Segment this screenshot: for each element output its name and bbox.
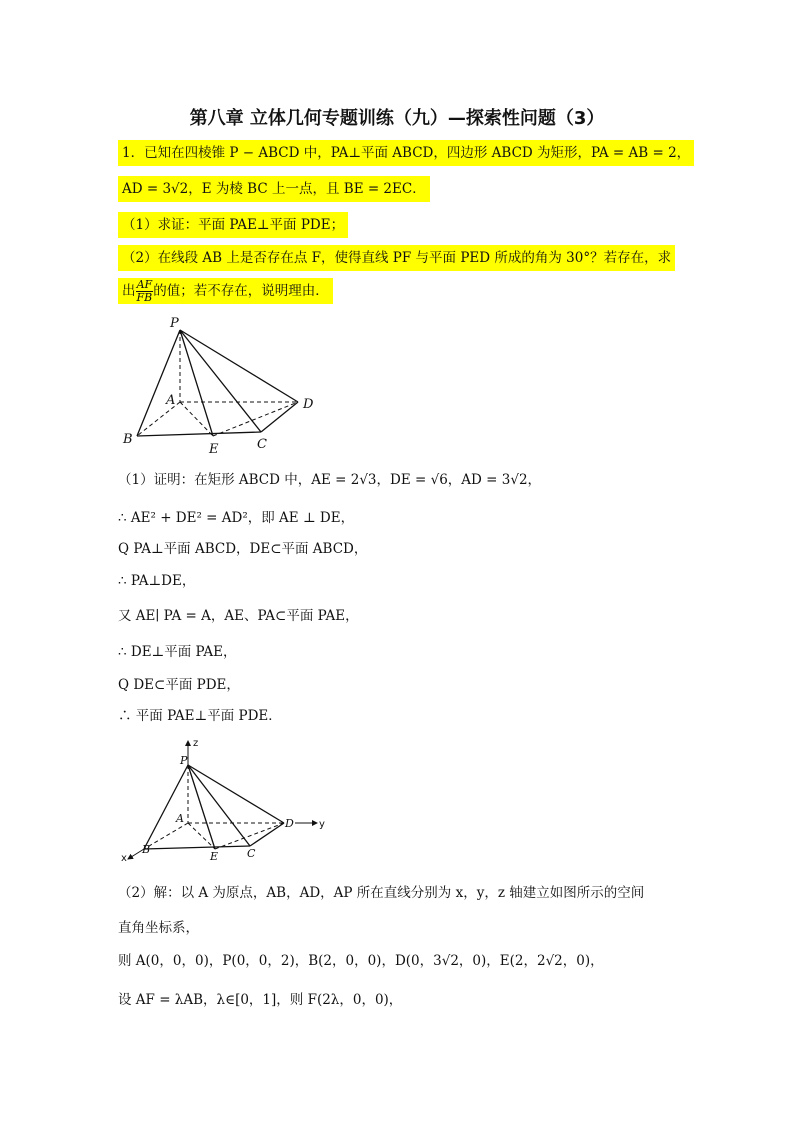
label-b: B — [123, 432, 133, 447]
fraction-af-fb: $\frac{AF}{FB}$ — [136, 278, 153, 304]
edge-pe — [188, 765, 215, 849]
edge-ed — [213, 402, 298, 436]
label-p: P — [170, 316, 179, 331]
pyramid-figure — [115, 312, 335, 457]
solution-line-1: （1）证明：在矩形 ABCD 中，AE = 2√3，DE = √6，AD = 3√2， — [118, 472, 542, 488]
coordinate-figure — [112, 735, 337, 865]
label-z: z — [193, 738, 199, 749]
problem-part-1: （1）求证：平面 PAE⊥平面 PDE； — [118, 216, 348, 234]
edge-pc — [188, 765, 250, 846]
label-d: D — [285, 817, 294, 830]
edge-pc — [180, 330, 261, 432]
label-y: y — [319, 819, 325, 830]
edge-pb — [137, 330, 180, 436]
label-d: D — [303, 397, 314, 412]
edge-bc — [137, 432, 261, 436]
edge-cd — [250, 823, 284, 846]
label-x: x — [121, 853, 127, 864]
label-c: C — [247, 847, 256, 860]
label-e: E — [210, 850, 219, 863]
label-a: A — [176, 812, 184, 825]
solution2-line-2: 直角坐标系， — [118, 920, 199, 936]
solution2-line-3: 则 A(0，0，0)，P(0，0，2)，B(2，0，0)，D(0，3√2，0)，E(2，2√2，0)， — [118, 953, 604, 969]
solution-line-7: Q DE⊂平面 PDE， — [118, 677, 240, 693]
solution-line-5: 又 AE∣ PA = A，AE、PA⊂平面 PAE， — [118, 608, 359, 624]
solution-line-6: ∴ DE⊥平面 PAE， — [118, 644, 237, 660]
problem-line-2: AD = 3√2，E 为棱 BC 上一点，且 BE = 2EC． — [118, 180, 430, 198]
label-a: A — [166, 393, 176, 408]
label-c: C — [257, 437, 267, 452]
problem-line-1: 1．已知在四棱锥 P − ABCD 中，PA⊥平面 ABCD，四边形 ABCD 为矩形，PA = AB = 2， — [118, 144, 694, 162]
solution-line-3: Q PA⊥平面 ABCD，DE⊂平面 ABCD， — [118, 541, 368, 557]
edge-bc — [144, 846, 250, 849]
problem-part-2b: 出 $\frac{AF}{FB}$ 的值；若不存在，说明理由． — [118, 279, 333, 304]
label-e: E — [209, 442, 219, 457]
label-p: P — [180, 754, 188, 767]
solution-line-4: ∴ PA⊥DE， — [118, 573, 196, 589]
edge-pd — [180, 330, 298, 402]
problem-part-2: （2）在线段 AB 上是否存在点 F，使得直线 PF 与平面 PED 所成的角为 30°？若存在，求 — [118, 249, 675, 267]
edge-pd — [188, 765, 284, 823]
page-title: 第八章 立体几何专题训练（九）—探索性问题（3） — [189, 108, 605, 129]
solution2-line-1: （2）解：以 A 为原点，AB，AD，AP 所在直线分别为 x，y，z 轴建立如图所示的空间 — [118, 885, 645, 901]
label-b: B — [142, 843, 151, 856]
solution-line-8: ∴ 平面 PAE⊥平面 PDE． — [118, 708, 282, 724]
solution-line-2: ∴ AE² + DE² = AD²，即 AE ⊥ DE， — [118, 510, 355, 526]
edge-cd — [261, 402, 298, 432]
edge-pb — [144, 765, 188, 849]
solution2-line-4: 设 AF = λAB，λ∈[0，1]，则 F(2λ，0，0)， — [118, 992, 403, 1008]
edge-pe — [180, 330, 213, 436]
